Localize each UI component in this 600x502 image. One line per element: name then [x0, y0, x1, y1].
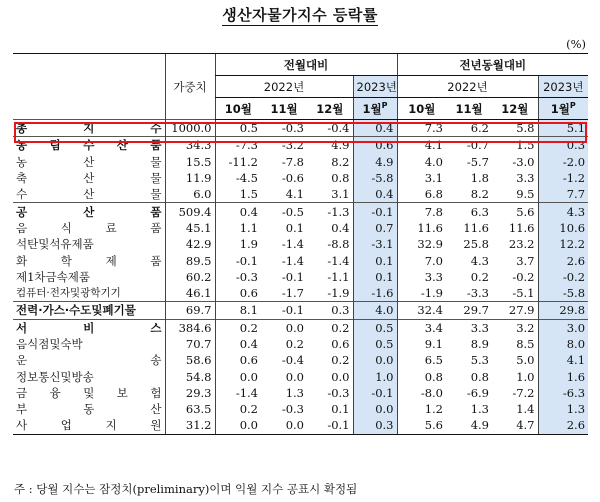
header-yoy: 전년동월대비: [397, 54, 588, 76]
weight-cell: 15.5: [165, 154, 215, 170]
mom-value-cell: -0.3: [261, 120, 307, 137]
yoy-value-cell: -5.7: [466, 154, 489, 169]
yoy-value-cell: 8.9: [470, 337, 489, 351]
mom-value-cell: 0.5: [215, 120, 261, 137]
row-label: 화 학 제 품: [16, 253, 162, 268]
weight-cell: 58.6: [165, 352, 215, 368]
mom-value-cell: 4.9: [353, 154, 397, 170]
weight-cell: 11.9: [165, 170, 215, 186]
weight-cell: 42.9: [165, 236, 215, 252]
mom-value-cell: 8.2: [331, 154, 350, 169]
mom-value-cell: 0.0: [353, 352, 397, 368]
header-mom: 전월대비: [215, 54, 397, 76]
mom-value-cell: -1.4: [215, 385, 261, 401]
yoy-value-cell: 2.6: [538, 417, 588, 434]
yoy-value-cell: 2.6: [538, 252, 588, 268]
row-label: 음 식 료 품: [16, 220, 162, 235]
table-row: [13, 120, 588, 137]
weight-cell: 1000.0: [165, 120, 215, 137]
header-mom-2022: 2022년: [215, 76, 353, 98]
row-label: 운 송: [16, 353, 162, 368]
weight-cell: 6.0: [165, 186, 215, 203]
weight-cell: 29.3: [165, 385, 215, 401]
mom-value-cell: 0.0: [261, 319, 307, 336]
yoy-value-cell: 6.5: [397, 352, 446, 368]
row-label: 농 산 물: [16, 154, 162, 169]
header-mom-oct: 10월: [215, 98, 261, 120]
mom-value-cell: 0.0: [285, 369, 304, 384]
mom-value-cell: -0.6: [281, 171, 304, 186]
mom-value-cell: -0.1: [353, 385, 397, 401]
mom-value-cell: -0.4: [307, 120, 353, 137]
yoy-value-cell: 3.1: [397, 170, 446, 186]
yoy-value-cell: 4.7: [492, 417, 538, 434]
yoy-value-cell: 9.1: [397, 336, 446, 352]
mom-value-cell: 0.2: [215, 319, 261, 336]
mom-value-cell: -4.5: [215, 170, 261, 186]
yoy-value-cell: 1.6: [538, 368, 588, 384]
yoy-value-cell: 4.3: [470, 253, 489, 268]
weight-cell: 60.2: [165, 269, 215, 285]
mom-value-cell: 0.6: [215, 352, 261, 368]
yoy-value-cell: 1.8: [470, 171, 489, 186]
row-label: 서 비 스: [13, 319, 165, 336]
mom-value-cell: 0.7: [353, 220, 397, 236]
mom-value-cell: 1.3: [285, 385, 304, 400]
row-label: 사 업 지 원: [13, 417, 165, 434]
mom-value-cell: 1.5: [215, 186, 261, 203]
table-row: [13, 137, 588, 154]
yoy-value-cell: 5.6: [397, 417, 446, 434]
yoy-value-cell: 8.5: [516, 337, 535, 351]
mom-value-cell: 0.3: [353, 417, 397, 434]
mom-value-cell: -0.3: [327, 385, 350, 400]
yoy-value-cell: 11.6: [397, 220, 446, 236]
header-yoy-dec: 12월: [492, 98, 538, 120]
row-label: 전력·가스·수도및폐기물: [13, 302, 165, 319]
mom-value-cell: 0.2: [215, 401, 261, 417]
mom-value-cell: -0.5: [261, 203, 307, 220]
mom-value-cell: -0.1: [215, 252, 261, 268]
mom-value-cell: 0.1: [331, 402, 350, 417]
weight-cell: 70.7: [165, 336, 215, 352]
yoy-value-cell: -3.3: [466, 286, 489, 301]
yoy-value-cell: 1.2: [397, 401, 446, 417]
mom-value-cell: 0.8: [331, 171, 350, 186]
table-row: [13, 336, 588, 352]
mom-value-cell: 0.0: [261, 417, 307, 434]
mom-value-cell: 0.3: [307, 302, 353, 319]
yoy-value-cell: 5.6: [492, 203, 538, 220]
yoy-value-cell: 7.7: [538, 186, 588, 203]
yoy-value-cell: 23.2: [508, 237, 535, 252]
weight-cell: 45.1: [165, 220, 215, 236]
table-row: [13, 319, 588, 336]
mom-value-cell: 0.4: [331, 220, 350, 235]
mom-value-cell: 0.1: [285, 220, 304, 235]
mom-value-cell: -0.3: [281, 402, 304, 417]
mom-value-cell: -0.3: [215, 269, 261, 285]
yoy-value-cell: -5.8: [538, 285, 588, 302]
yoy-value-cell: 3.7: [516, 253, 535, 268]
yoy-value-cell: 5.1: [538, 120, 588, 137]
row-label: 제1차금속제품: [16, 269, 90, 284]
yoy-value-cell: 3.0: [538, 319, 588, 336]
row-label: 농 림 수 산 품: [13, 137, 165, 154]
header-yoy-jan: 1월$^P$: [538, 98, 588, 120]
row-label: 금 융 및 보 험: [16, 385, 162, 400]
yoy-value-cell: 11.6: [508, 220, 535, 235]
table-row: [13, 417, 588, 434]
mom-value-cell: -11.2: [215, 154, 261, 170]
mom-value-cell: 4.1: [285, 187, 304, 202]
row-label: 축 산 물: [16, 171, 162, 186]
header-blank: [13, 54, 165, 120]
mom-value-cell: 0.0: [353, 401, 397, 417]
mom-value-cell: -0.1: [353, 203, 397, 220]
mom-value-cell: -1.6: [353, 285, 397, 302]
yoy-value-cell: 4.1: [397, 137, 446, 154]
yoy-value-cell: 4.0: [397, 154, 446, 170]
yoy-value-cell: 3.3: [516, 171, 535, 186]
header-mom-nov: 11월: [261, 98, 307, 120]
yoy-value-cell: 3.3: [446, 319, 492, 336]
header-mom-dec: 12월: [307, 98, 353, 120]
yoy-value-cell: -5.1: [512, 286, 535, 301]
table-row: [13, 252, 588, 268]
weight-cell: 69.7: [165, 302, 215, 319]
yoy-value-cell: -0.2: [512, 269, 535, 284]
yoy-value-cell: 1.0: [516, 369, 535, 384]
mom-value-cell: 4.9: [307, 137, 353, 154]
mom-value-cell: 0.2: [285, 337, 304, 351]
row-label: 부 동 산: [16, 402, 162, 417]
yoy-value-cell: -1.9: [397, 285, 446, 302]
yoy-value-cell: 4.1: [538, 352, 588, 368]
yoy-value-cell: -8.0: [397, 385, 446, 401]
mom-value-cell: 0.2: [307, 319, 353, 336]
yoy-value-cell: 1.3: [470, 402, 489, 417]
yoy-value-cell: -3.0: [512, 154, 535, 169]
yoy-value-cell: -0.7: [446, 137, 492, 154]
header-yoy-nov: 11월: [446, 98, 492, 120]
mom-value-cell: -3.1: [353, 236, 397, 252]
mom-value-cell: 0.6: [331, 337, 350, 351]
weight-cell: 384.6: [165, 319, 215, 336]
yoy-value-cell: 3.2: [492, 319, 538, 336]
row-label: 공 산 품: [13, 203, 165, 220]
mom-value-cell: -1.4: [327, 253, 350, 268]
weight-cell: 89.5: [165, 252, 215, 268]
yoy-value-cell: 27.9: [492, 302, 538, 319]
yoy-value-cell: 6.3: [446, 203, 492, 220]
yoy-value-cell: 7.3: [397, 120, 446, 137]
weight-cell: 34.3: [165, 137, 215, 154]
mom-value-cell: -7.3: [215, 137, 261, 154]
yoy-value-cell: 0.8: [397, 368, 446, 384]
row-label: 정보통신및방송: [16, 369, 94, 384]
mom-value-cell: 1.0: [353, 368, 397, 384]
mom-value-cell: -1.4: [281, 237, 304, 252]
row-label: 수 산 물: [16, 187, 162, 202]
yoy-value-cell: 5.8: [492, 120, 538, 137]
table-row: [13, 203, 588, 220]
yoy-value-cell: 6.2: [446, 120, 492, 137]
yoy-value-cell: 12.2: [538, 236, 588, 252]
yoy-value-cell: 7.0: [397, 252, 446, 268]
yoy-value-cell: 32.9: [397, 236, 446, 252]
header-mom-jan: 1월$^P$: [353, 98, 397, 120]
mom-value-cell: -1.3: [307, 203, 353, 220]
table-row: [13, 269, 588, 285]
mom-value-cell: 0.4: [353, 186, 397, 203]
row-label: 음식점및숙박: [16, 337, 83, 351]
mom-value-cell: 0.0: [215, 417, 261, 434]
yoy-value-cell: 0.8: [470, 369, 489, 384]
mom-value-cell: -5.8: [353, 170, 397, 186]
footnote: 주 : 당월 지수는 잠정치(preliminary)이며 익월 지수 공표시 확정됨: [14, 482, 358, 496]
header-yoy-2022: 2022년: [397, 76, 538, 98]
mom-value-cell: -0.1: [281, 269, 304, 284]
yoy-value-cell: 4.3: [538, 203, 588, 220]
table-row: [13, 154, 588, 170]
mom-value-cell: 3.1: [331, 187, 350, 202]
table-row: [13, 368, 588, 384]
yoy-value-cell: 6.8: [397, 186, 446, 203]
mom-value-cell: 0.5: [353, 319, 397, 336]
mom-value-cell: -1.9: [327, 286, 350, 301]
yoy-value-cell: 1.4: [516, 402, 535, 417]
yoy-value-cell: -2.0: [538, 154, 588, 170]
weight-cell: 63.5: [165, 401, 215, 417]
table-row: [13, 401, 588, 417]
weight-cell: 31.2: [165, 417, 215, 434]
header-weight: 가중치: [165, 54, 215, 120]
table-row: [13, 302, 588, 319]
yoy-value-cell: 29.7: [446, 302, 492, 319]
row-label: 석탄및석유제품: [16, 237, 94, 252]
yoy-value-cell: 29.8: [538, 302, 588, 319]
yoy-value-cell: 7.8: [397, 203, 446, 220]
table-title: 생산자물가지수 등락률: [222, 6, 378, 24]
table-row: [13, 186, 588, 203]
mom-value-cell: -1.4: [281, 253, 304, 268]
mom-value-cell: 1.1: [215, 220, 261, 236]
mom-value-cell: 0.6: [215, 285, 261, 302]
mom-value-cell: -1.1: [327, 269, 350, 284]
mom-value-cell: -0.1: [261, 302, 307, 319]
header-yoy-2023: 2023년: [538, 76, 588, 98]
yoy-value-cell: -6.3: [538, 385, 588, 401]
yoy-value-cell: -1.2: [538, 170, 588, 186]
yoy-value-cell: 9.5: [516, 187, 535, 202]
table-row: [13, 220, 588, 236]
yoy-value-cell: -6.9: [466, 385, 489, 400]
yoy-value-cell: 5.3: [470, 353, 489, 368]
row-label: 총 지 수: [13, 120, 165, 137]
mom-value-cell: 0.0: [215, 368, 261, 384]
table-row: [13, 236, 588, 252]
mom-value-cell: 1.9: [215, 236, 261, 252]
weight-cell: 46.1: [165, 285, 215, 302]
table-row: [13, 352, 588, 368]
mom-value-cell: 0.2: [331, 353, 350, 368]
table-row: [13, 385, 588, 401]
mom-value-cell: -0.1: [307, 417, 353, 434]
yoy-value-cell: 0.2: [470, 269, 489, 284]
yoy-value-cell: -7.2: [512, 385, 535, 400]
yoy-value-cell: 32.4: [397, 302, 446, 319]
yoy-value-cell: 8.2: [470, 187, 489, 202]
mom-value-cell: 0.1: [353, 269, 397, 285]
mom-value-cell: 0.4: [215, 336, 261, 352]
yoy-value-cell: -0.2: [538, 269, 588, 285]
mom-value-cell: -8.8: [327, 237, 350, 252]
yoy-value-cell: 10.6: [538, 220, 588, 236]
mom-value-cell: 0.4: [215, 203, 261, 220]
mom-value-cell: -7.8: [281, 154, 304, 169]
yoy-value-cell: 1.5: [492, 137, 538, 154]
yoy-value-cell: 3.4: [397, 319, 446, 336]
row-label: 컴퓨터·전자및광학기기: [16, 287, 121, 300]
table-row: [13, 285, 588, 302]
ppi-change-table: [13, 53, 588, 435]
mom-value-cell: 8.1: [215, 302, 261, 319]
weight-cell: 509.4: [165, 203, 215, 220]
mom-value-cell: 0.6: [353, 137, 397, 154]
yoy-value-cell: 0.3: [538, 137, 588, 154]
mom-value-cell: 0.4: [353, 120, 397, 137]
mom-value-cell: 4.0: [353, 302, 397, 319]
yoy-value-cell: 5.0: [516, 353, 535, 368]
yoy-value-cell: 3.3: [397, 269, 446, 285]
yoy-value-cell: 8.0: [538, 336, 588, 352]
yoy-value-cell: 25.8: [463, 237, 489, 252]
mom-value-cell: -3.2: [261, 137, 307, 154]
mom-value-cell: -1.7: [281, 286, 304, 301]
mom-value-cell: 0.0: [331, 369, 350, 384]
yoy-value-cell: 1.3: [538, 401, 588, 417]
unit-label: (%): [566, 37, 586, 51]
mom-value-cell: 0.5: [353, 336, 397, 352]
yoy-value-cell: 4.9: [446, 417, 492, 434]
header-yoy-oct: 10월: [397, 98, 446, 120]
table-row: [13, 170, 588, 186]
header-mom-2023: 2023년: [353, 76, 397, 98]
weight-cell: 54.8: [165, 368, 215, 384]
yoy-value-cell: 11.6: [463, 220, 489, 235]
mom-value-cell: -0.4: [281, 353, 304, 368]
mom-value-cell: 0.1: [353, 252, 397, 268]
